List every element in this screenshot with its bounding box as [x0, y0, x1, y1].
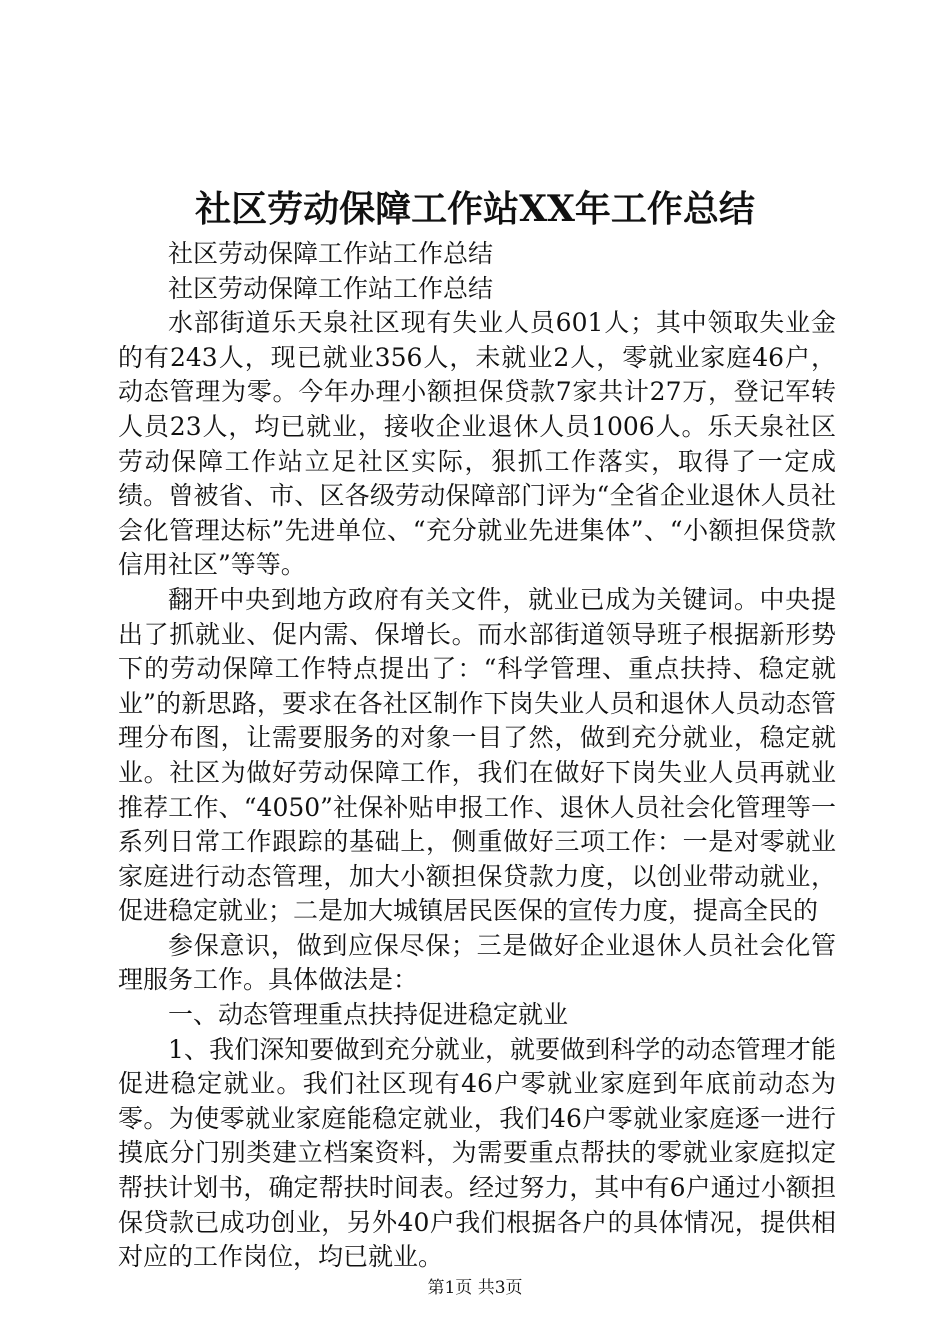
- page-number-footer: 第1页 共3页: [427, 1278, 523, 1298]
- subtitle-line: 社区劳动保障工作站工作总结: [168, 239, 494, 268]
- body-paragraph: 翻开中央到地方政府有关文件，就业已成为关键词。中央提出了抓就业、促内需、保增长。而水部街道领导班子根据新形势下的劳动保障工作特点提出了：“科学管理、重点扶持、稳定就业”的新思路，要求在各社区制作下岗失业人员和退休人员动态管理分布图，让需要服务的对象一目了然，做到充分就业，稳定就业。社区为做好劳动保障工作，我们在做好下岗失业人员再就业推荐工作、“4050”社保补贴申报工作、退休人员社会化管理等一系列日常工作跟踪的基础上，侧重做好三项工作：一是对零就业家庭进行动态管理，加大小额担保贷款力度，以创业带动就业，促进稳定就业；二是加大城镇居民医保的宣传力度，提高全民的: [118, 584, 836, 926]
- document-title: 社区劳动保障工作站XX年工作总结: [195, 188, 755, 230]
- subtitle-line: 社区劳动保障工作站工作总结: [168, 273, 494, 303]
- document-body: [118, 237, 836, 1275]
- section-heading: 一、动态管理重点扶持促进稳定就业: [168, 1000, 569, 1030]
- body-paragraph: 1、我们深知要做到充分就业，就要做到科学的动态管理才能促进稳定就业。我们社区现有46户零就业家庭到年底前动态为零。为使零就业家庭能稳定就业，我们46户零就业家庭逐一进行摸底分门别类建立档案资料，为需要重点帮扶的零就业家庭拟定帮扶计划书，确定帮扶时间表。经过努力，其中有6户通过小额担保贷款已成功创业，另外40户我们根据各户的具体情况，提供相对应的工作岗位，均已就业。: [118, 1034, 836, 1272]
- body-paragraph: 参保意识，做到应保尽保；三是做好企业退休人员社会化管理服务工作。具体做法是：: [118, 930, 836, 995]
- body-paragraph: 水部街道乐天泉社区现有失业人员601人；其中领取失业金的有243人，现已就业356人，未就业2人，零就业家庭46户，动态管理为零。今年办理小额担保贷款7家共计27万，登记军转人员23人，均已就业，接收企业退休人员1006人。乐天泉社区劳动保障工作站立足社区实际，狠抓工作落实，取得了一定成绩。曾被省、市、区各级劳动保障部门评为“全省企业退休人员社会化管理达标”先进单位、“充分就业先进集体”、“小额担保贷款信用社区”等等。: [118, 308, 836, 580]
